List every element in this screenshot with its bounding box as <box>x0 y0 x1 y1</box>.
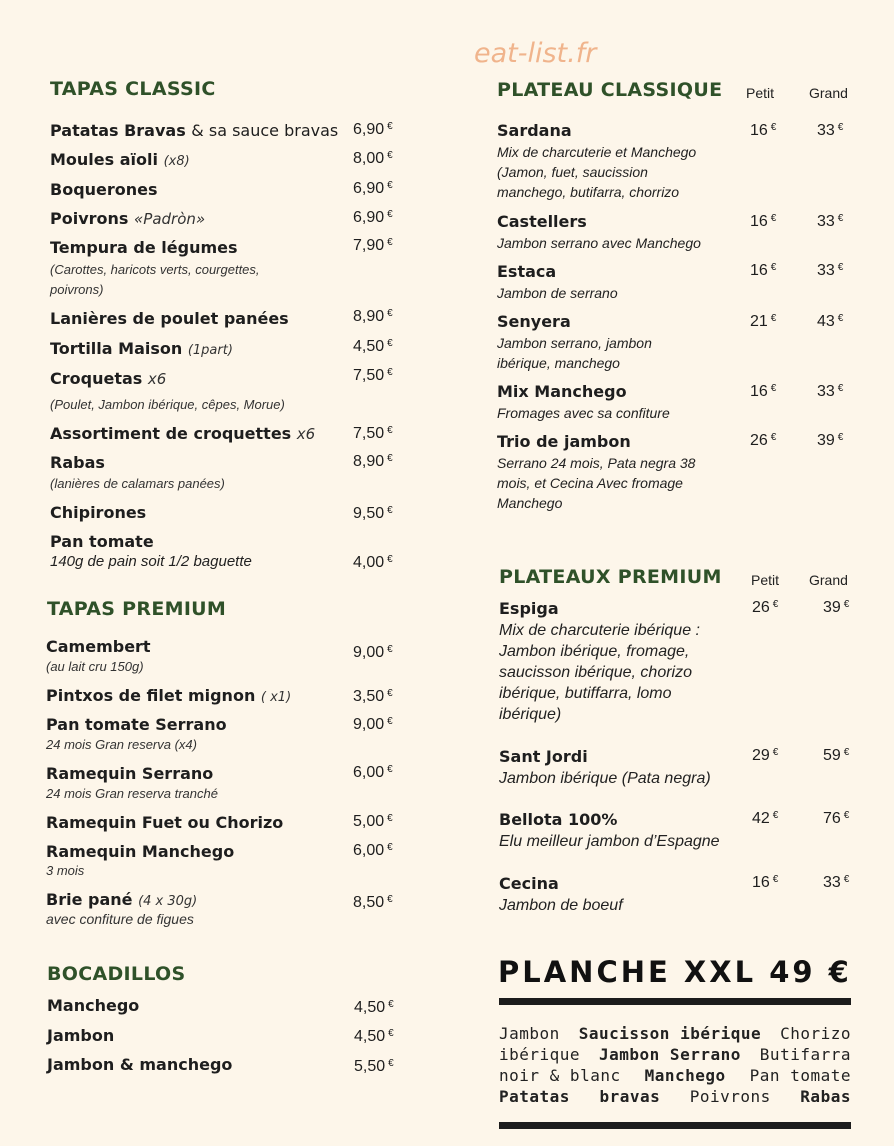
euro-sign: € <box>387 505 393 516</box>
item-name: Brie pané <box>46 890 133 909</box>
menu-item <box>50 453 105 472</box>
item-name: Pan tomate Serrano <box>46 715 227 734</box>
item-name: Camembert <box>46 637 151 656</box>
item-name: Jambon & manchego <box>47 1055 233 1074</box>
menu-item <box>50 309 289 328</box>
price <box>750 432 776 450</box>
price <box>750 383 776 401</box>
price-value: 6,90 <box>353 180 385 197</box>
bocadillos-title: BOCADILLOS <box>47 963 186 985</box>
tapas-premium-title: TAPAS PREMIUM <box>47 598 227 620</box>
price <box>353 237 393 255</box>
euro-sign: € <box>387 338 393 349</box>
plateau-description: Serrano 24 mois, Pata negra 38 <box>497 455 696 471</box>
menu-item <box>50 503 146 522</box>
plateau-description: Jambon serrano, jambon <box>497 335 652 351</box>
xxl-word: Butifarra <box>759 1045 851 1064</box>
item-name: Assortiment de croquettes <box>50 424 292 443</box>
plateau-name: Espiga <box>499 599 559 618</box>
euro-sign: € <box>387 813 393 824</box>
plateau-description: ibérique) <box>499 706 562 723</box>
euro-sign: € <box>387 367 393 378</box>
item-name: Jambon <box>47 1026 115 1045</box>
menu-item <box>47 1055 232 1074</box>
price-value: 33 <box>817 122 835 139</box>
price <box>817 122 843 140</box>
plateau-description: Mix de charcuterie ibérique : <box>499 622 700 639</box>
col-grand: Grand <box>809 85 848 101</box>
euro-sign: € <box>770 262 777 273</box>
xxl-word: Jambon <box>499 1024 560 1043</box>
euro-sign: € <box>772 874 779 885</box>
price-value: 16 <box>750 213 768 230</box>
item-suffix: «Padròn» <box>134 210 206 228</box>
item-detail: (Poulet, Jambon ibérique, cêpes, Morue) <box>50 397 285 412</box>
item-name: Lanières de poulet panées <box>50 309 289 328</box>
price-value: 7,90 <box>353 237 385 254</box>
euro-sign: € <box>387 180 393 191</box>
item-name: Pan tomate <box>50 532 154 551</box>
plateau-name: Estaca <box>497 262 557 281</box>
price-value: 5,00 <box>353 813 385 830</box>
item-name: Chipirones <box>50 503 147 522</box>
plateau-name: Bellota 100% <box>499 810 618 829</box>
euro-sign: € <box>387 644 393 655</box>
price-value: 43 <box>817 313 835 330</box>
price <box>353 554 393 572</box>
euro-sign: € <box>387 764 393 775</box>
menu-item <box>46 842 234 861</box>
item-detail: poivrons) <box>50 282 104 297</box>
item-name: Tempura de légumes <box>50 238 238 257</box>
price <box>817 313 843 331</box>
euro-sign: € <box>772 810 779 821</box>
price <box>354 1028 394 1046</box>
price <box>353 338 393 356</box>
menu-item <box>50 121 338 140</box>
xxl-word: bravas <box>599 1087 661 1106</box>
euro-sign: € <box>837 432 844 443</box>
menu-item <box>46 890 197 909</box>
item-detail: (lanières de calamars panées) <box>50 476 225 491</box>
price-value: 6,00 <box>353 842 385 859</box>
price <box>353 813 393 831</box>
price <box>817 383 843 401</box>
price-value: 8,90 <box>353 453 385 470</box>
price-value: 3,50 <box>353 688 385 705</box>
price-value: 4,00 <box>353 554 385 571</box>
price <box>353 453 393 471</box>
price <box>750 213 776 231</box>
plateau-description: (Jamon, fuet, saucission <box>497 164 648 180</box>
price-value: 5,50 <box>354 1058 386 1075</box>
price <box>750 313 776 331</box>
plateau-description: Manchego <box>497 495 563 511</box>
price-value: 8,90 <box>353 308 385 325</box>
price-value: 8,00 <box>353 150 385 167</box>
price <box>750 122 776 140</box>
price-value: 26 <box>752 599 770 616</box>
euro-sign: € <box>843 747 850 758</box>
price-value: 39 <box>823 599 841 616</box>
price <box>354 1058 394 1076</box>
plateau-description: Jambon serrano avec Manchego <box>497 235 701 251</box>
euro-sign: € <box>387 308 393 319</box>
price <box>353 842 393 860</box>
item-detail: (Carottes, haricots verts, courgettes, <box>50 262 260 277</box>
menu-item <box>50 424 315 443</box>
plateau-description: ibérique, manchego <box>497 355 620 371</box>
price-value: 42 <box>752 810 770 827</box>
price <box>817 432 843 450</box>
price-value: 9,00 <box>353 644 385 661</box>
price-value: 4,50 <box>354 1028 386 1045</box>
price <box>823 747 849 765</box>
euro-sign: € <box>387 842 393 853</box>
euro-sign: € <box>843 810 850 821</box>
euro-sign: € <box>770 383 777 394</box>
watermark: eat-list.fr <box>474 38 597 69</box>
price-value: 29 <box>752 747 770 764</box>
plateau-description: Jambon de boeuf <box>499 897 623 914</box>
item-name: Ramequin Serrano <box>46 764 214 783</box>
price <box>353 894 393 912</box>
price <box>353 150 393 168</box>
xxl-word: Rabas <box>800 1087 851 1106</box>
price-value: 33 <box>817 213 835 230</box>
euro-sign: € <box>387 237 393 248</box>
euro-sign: € <box>388 1058 394 1069</box>
euro-sign: € <box>387 209 393 220</box>
xxl-word: Patatas <box>499 1087 570 1106</box>
plateau-name: Senyera <box>497 312 571 331</box>
plateau-name: Sardana <box>497 121 572 140</box>
xxl-line <box>499 1065 851 1086</box>
menu-item <box>50 150 190 169</box>
item-name: Poivrons <box>50 209 129 228</box>
price <box>823 874 849 892</box>
item-note: (4 x 30g) <box>138 894 198 909</box>
item-note: (1part) <box>187 343 233 358</box>
euro-sign: € <box>837 213 844 224</box>
item-name: Moules aïoli <box>50 150 158 169</box>
item-suffix: x6 <box>296 425 316 443</box>
price <box>752 810 778 828</box>
plateau-classique-title: PLATEAU CLASSIQUE <box>497 79 723 101</box>
menu-item <box>46 764 213 783</box>
menu-item <box>46 637 151 656</box>
item-detail: 140g de pain soit 1/2 baguette <box>50 553 252 570</box>
plateau-description: saucisson ibérique, chorizo <box>499 664 692 681</box>
price <box>752 599 778 617</box>
menu-item <box>50 238 238 257</box>
xxl-line <box>499 1044 851 1065</box>
menu-item <box>50 339 233 358</box>
price-value: 8,50 <box>353 894 385 911</box>
xxl-word: noir & blanc <box>499 1066 621 1085</box>
euro-sign: € <box>388 999 394 1010</box>
plateau-description: Fromages avec sa confiture <box>497 405 670 421</box>
price <box>817 262 843 280</box>
price <box>353 121 393 139</box>
item-name: Manchego <box>47 996 140 1015</box>
euro-sign: € <box>837 122 844 133</box>
menu-item <box>50 180 158 199</box>
item-name: Patatas Bravas <box>50 121 186 140</box>
xxl-word: Manchego <box>644 1066 726 1085</box>
price <box>752 747 778 765</box>
price <box>817 213 843 231</box>
price <box>353 367 393 385</box>
menu-item <box>50 209 205 228</box>
price-value: 6,00 <box>353 764 385 781</box>
divider-bar <box>499 998 851 1005</box>
price <box>353 180 393 198</box>
euro-sign: € <box>387 150 393 161</box>
euro-sign: € <box>387 894 393 905</box>
price-value: 16 <box>752 874 770 891</box>
item-name: Boquerones <box>50 180 158 199</box>
price-value: 7,50 <box>353 367 385 384</box>
euro-sign: € <box>387 716 393 727</box>
plateau-description: Mix de charcuterie et Manchego <box>497 144 697 160</box>
plateau-description: ibérique, butiffarra, lomo <box>499 685 672 702</box>
plateau-description: Jambon ibérique, fromage, <box>499 643 690 660</box>
euro-sign: € <box>843 599 850 610</box>
euro-sign: € <box>770 432 777 443</box>
euro-sign: € <box>388 1028 394 1039</box>
euro-sign: € <box>387 554 393 565</box>
price-value: 16 <box>750 383 768 400</box>
price-value: 6,90 <box>353 209 385 226</box>
euro-sign: € <box>772 599 779 610</box>
xxl-word: Chorizo <box>780 1024 851 1043</box>
price <box>353 688 393 706</box>
plateau-name: Cecina <box>499 874 559 893</box>
plateau-description: Jambon ibérique (Pata negra) <box>499 770 711 787</box>
euro-sign: € <box>772 747 779 758</box>
col-petit: Petit <box>746 85 775 101</box>
item-name: Croquetas <box>50 369 143 388</box>
item-name: Pintxos de filet mignon <box>46 686 256 705</box>
plateau-description: manchego, butifarra, chorrizo <box>497 184 680 200</box>
item-detail: 24 mois Gran reserva tranché <box>46 786 218 801</box>
item-detail: (au lait cru 150g) <box>46 659 144 674</box>
euro-sign: € <box>770 313 777 324</box>
item-name: Ramequin Fuet ou Chorizo <box>46 813 284 832</box>
xxl-line <box>499 1023 851 1044</box>
price-value: 33 <box>817 383 835 400</box>
menu-item <box>47 1026 114 1045</box>
euro-sign: € <box>387 425 393 436</box>
price <box>353 425 393 443</box>
price <box>353 764 393 782</box>
price <box>823 810 849 828</box>
price-value: 4,50 <box>354 999 386 1016</box>
plateaux-premium-title: PLATEAUX PREMIUM <box>499 566 722 588</box>
plateau-description: mois, et Cecina Avec fromage <box>497 475 683 491</box>
plateau-name: Trio de jambon <box>497 432 631 451</box>
item-name: Tortilla Maison <box>50 339 183 358</box>
menu-item <box>47 996 139 1015</box>
item-suffix: x6 <box>147 370 167 388</box>
price <box>353 209 393 227</box>
price <box>353 644 393 662</box>
euro-sign: € <box>387 121 393 132</box>
price-value: 33 <box>817 262 835 279</box>
euro-sign: € <box>770 213 777 224</box>
plateau-name: Mix Manchego <box>497 382 627 401</box>
item-detail: 24 mois Gran reserva (x4) <box>46 737 197 752</box>
item-name: Rabas <box>50 453 105 472</box>
price-value: 16 <box>750 262 768 279</box>
plateau-name: Sant Jordi <box>499 747 588 766</box>
price-value: 6,90 <box>353 121 385 138</box>
item-suffix: & sa sauce bravas <box>191 121 339 140</box>
price-value: 4,50 <box>353 338 385 355</box>
price <box>823 599 849 617</box>
planche-xxl-title: PLANCHE XXL 49 € <box>498 955 852 989</box>
xxl-word: Poivrons <box>689 1087 771 1106</box>
item-detail: 3 mois <box>46 863 85 878</box>
price-value: 76 <box>823 810 841 827</box>
item-note: (x8) <box>163 154 190 169</box>
divider-bar <box>499 1122 851 1129</box>
price-value: 33 <box>823 874 841 891</box>
price-value: 59 <box>823 747 841 764</box>
price <box>752 874 778 892</box>
menu-item <box>50 532 154 551</box>
item-note: ( x1) <box>260 690 292 705</box>
price-value: 26 <box>750 432 768 449</box>
euro-sign: € <box>387 453 393 464</box>
price <box>353 505 393 523</box>
price <box>354 999 394 1017</box>
menu-item <box>46 686 291 705</box>
col-petit: Petit <box>751 572 780 588</box>
euro-sign: € <box>387 688 393 699</box>
xxl-word: Saucisson ibérique <box>578 1024 762 1043</box>
price <box>750 262 776 280</box>
xxl-word: ibérique <box>499 1045 581 1064</box>
price <box>353 308 393 326</box>
xxl-word: Pan tomate <box>749 1066 851 1085</box>
menu-item <box>50 369 166 388</box>
col-grand: Grand <box>809 572 848 588</box>
menu-item <box>46 813 283 832</box>
price <box>353 716 393 734</box>
euro-sign: € <box>843 874 850 885</box>
plateau-description: Jambon de serrano <box>497 285 618 301</box>
euro-sign: € <box>837 383 844 394</box>
xxl-word: Jambon Serrano <box>599 1045 741 1064</box>
euro-sign: € <box>770 122 777 133</box>
tapas-classic-title: TAPAS CLASSIC <box>50 78 216 100</box>
menu-item <box>46 715 227 734</box>
item-name: Ramequin Manchego <box>46 842 235 861</box>
euro-sign: € <box>837 313 844 324</box>
xxl-line <box>499 1086 851 1107</box>
plateau-name: Castellers <box>497 212 587 231</box>
price-value: 16 <box>750 122 768 139</box>
item-detail: avec confiture de figues <box>46 911 194 927</box>
planche-xxl-contents <box>499 1023 851 1107</box>
price-value: 21 <box>750 313 768 330</box>
price-value: 39 <box>817 432 835 449</box>
price-value: 9,00 <box>353 716 385 733</box>
plateau-description: Elu meilleur jambon d’Espagne <box>499 833 720 850</box>
price-value: 9,50 <box>353 505 385 522</box>
euro-sign: € <box>837 262 844 273</box>
price-value: 7,50 <box>353 425 385 442</box>
